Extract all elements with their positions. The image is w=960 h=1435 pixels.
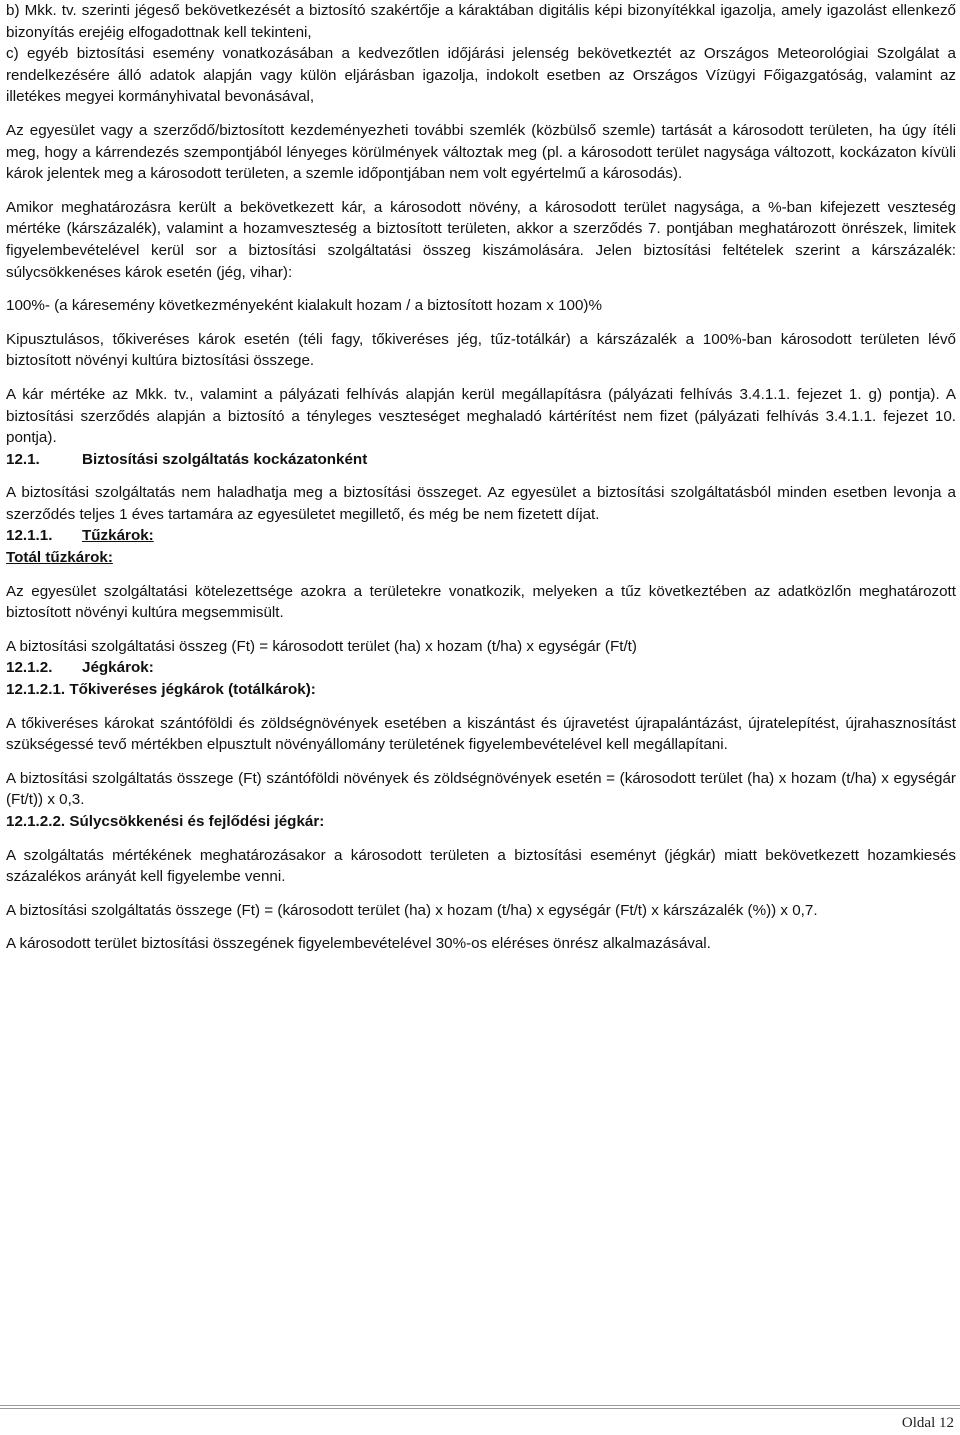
section-title: Tűzkárok: — [82, 527, 154, 545]
section-heading-12-1-1 — [6, 525, 956, 547]
section-title: Tőkiveréses jégkárok (totálkárok): — [69, 681, 316, 699]
paragraph-hail-evidence: b) Mkk. tv. szerinti jégeső bekövetkezését a biztosító szakértője a káraktában digitális képi bizonyítékkal igazolja, amely igazolást ellenkező bizonyítás erejéig elfogadottnak kell tekinteni, — [6, 2, 956, 41]
section-number: 12.1.2. — [6, 659, 53, 677]
section-number: 12.1.2.2. — [6, 813, 66, 830]
section-heading-12-1-2-1 — [6, 679, 956, 701]
formula-damage-percent: 100%- (a káresemény következményeként kialakult hozam / a biztosított hozam x 100)% — [6, 297, 602, 315]
section-number: 12.1.1. — [6, 527, 53, 545]
section-heading-12-1-2-2 — [6, 811, 956, 833]
paragraph-service-limit: A biztosítási szolgáltatás nem haladhatja meg a biztosítási összeget. Az egyesület a biztosítási szolgáltatásból minden esetben levonja a szerződés teljes 1 éves tartamára az egyesületet megillető, és még be nem fizetett díjat. — [6, 484, 956, 523]
section-heading-12-1-2 — [6, 657, 956, 679]
subheading-total-fire — [6, 547, 956, 569]
footer-divider — [0, 1405, 960, 1409]
paragraph-hail-yield-loss: A szolgáltatás mértékének meghatározásakor a károsodott területen a biztosítási eseményt (jégkár) miatt bekövetkezett hozamkiesés százalékos arányát kell figyelembe venni. — [6, 846, 956, 886]
section-number: 12.1. — [6, 450, 40, 468]
section-title: Totál tűzkárok: — [6, 549, 113, 567]
formula-hail-service: A biztosítási szolgáltatás összege (Ft) = (károsodott terület (ha) x hozam (t/ha) x egységár (Ft/t) x kárszázalék (%)) x 0,7. — [6, 901, 818, 919]
document-page — [6, 0, 956, 955]
section-title: Jégkárok: — [82, 659, 154, 677]
paragraph-stem-damage: A tőkiveréses károkat szántóföldi és zöldségnövények esetében a kiszántást és újravetést újrapalántázást, újratelepítést, újrahasznosítást szükségessé tevő mértékben elpusztult növényállomány területének figyelembevételével kell megállapítani. — [6, 714, 956, 754]
paragraph-total-loss: Kipusztulásos, tőkiveréses károk esetén (téli fagy, tőkiveréses jég, tűz-totálkár) a kárszázalék a 100%-ban károsodott területen lévő biztosított növényi kultúra biztosítási összege. — [6, 330, 956, 370]
paragraph-deductible: A károsodott terület biztosítási összegének figyelembevételével 30%-os eléréses önrész alkalmazásával. — [6, 935, 711, 953]
section-heading-12-1 — [6, 449, 956, 471]
paragraph-interim-inspection: Az egyesület vagy a szerződő/biztosított kezdeményezheti további szemlék (közbülső szemle) tartását a károsodott területen, ha úgy ítéli meg, hogy a kárrendezés szempontjából lényeges körülmények változtak meg (pl. a károsodott terület nagysága változott, kockázaton kívüli károk jelentek meg a károsodott területen, a szemle időpontjában nem volt egyértelmű a károsodás). — [6, 121, 956, 183]
formula-stem-damage-service: A biztosítási szolgáltatás összege (Ft) szántóföldi növények és zöldségnövények esetén = (károsodott terület (ha) x hozam (t/ha) x egységár (Ft/t)) x 0,3. — [6, 769, 956, 809]
formula-fire-service: A biztosítási szolgáltatási összeg (Ft) = károsodott terület (ha) x hozam (t/ha) x egységár (Ft/t) — [6, 637, 637, 655]
paragraph-other-weather-event: c) egyéb biztosítási esemény vonatkozásában a kedvezőtlen időjárási jelenség bekövetkeztét az Országos Meteorológiai Szolgálat a rendelkezésére álló adatok alapján vagy külön eljárásban igazolja, indokolt esetben az Országos Vízügyi Főigazgatóság, valamint az illetékes megyei kormányhivatal bevonásával, — [6, 45, 956, 106]
paragraph-fire-obligation: Az egyesület szolgáltatási kötelezettsége azokra a területekre vonatkozik, melyeken a tűz következtében az adatközlőn meghatározott biztosított növényi kultúra megsemmisült. — [6, 582, 956, 622]
page-number: Oldal 12 — [901, 1415, 954, 1431]
section-number: 12.1.2.1. — [6, 681, 66, 699]
section-title: Súlycsökkenési és fejlődési jégkár: — [69, 813, 325, 830]
paragraph-damage-calculation: Amikor meghatározásra került a bekövetkezett kár, a károsodott növény, a károsodott terület nagysága, a %-ban kifejezett veszteség mértéke (kárszázalék), valamint a hozamveszteség a biztosított területen, akkor a szerződés 7. pontjában meghatározott önrészek, limitek figyelembevételével kerül sor a biztosítási szolgáltatási összeg kiszámolására. Jelen biztosítási feltételek szerint a kárszázalék: súlycsökkenéses károk esetén (jég, vihar): — [6, 198, 956, 281]
section-title: Biztosítási szolgáltatás kockázatonként — [82, 450, 368, 468]
paragraph-damage-extent: A kár mértéke az Mkk. tv., valamint a pályázati felhívás alapján kerül megállapításra (pályázati felhívás 3.4.1.1. fejezet 1. g) pontja). A biztosítási szerződés alapján a biztosító a tényleges veszteséget meghaladó kártérítést nem fizet (pályázati felhívás 3.4.1.1. fejezet 10. pontja). — [6, 385, 956, 447]
